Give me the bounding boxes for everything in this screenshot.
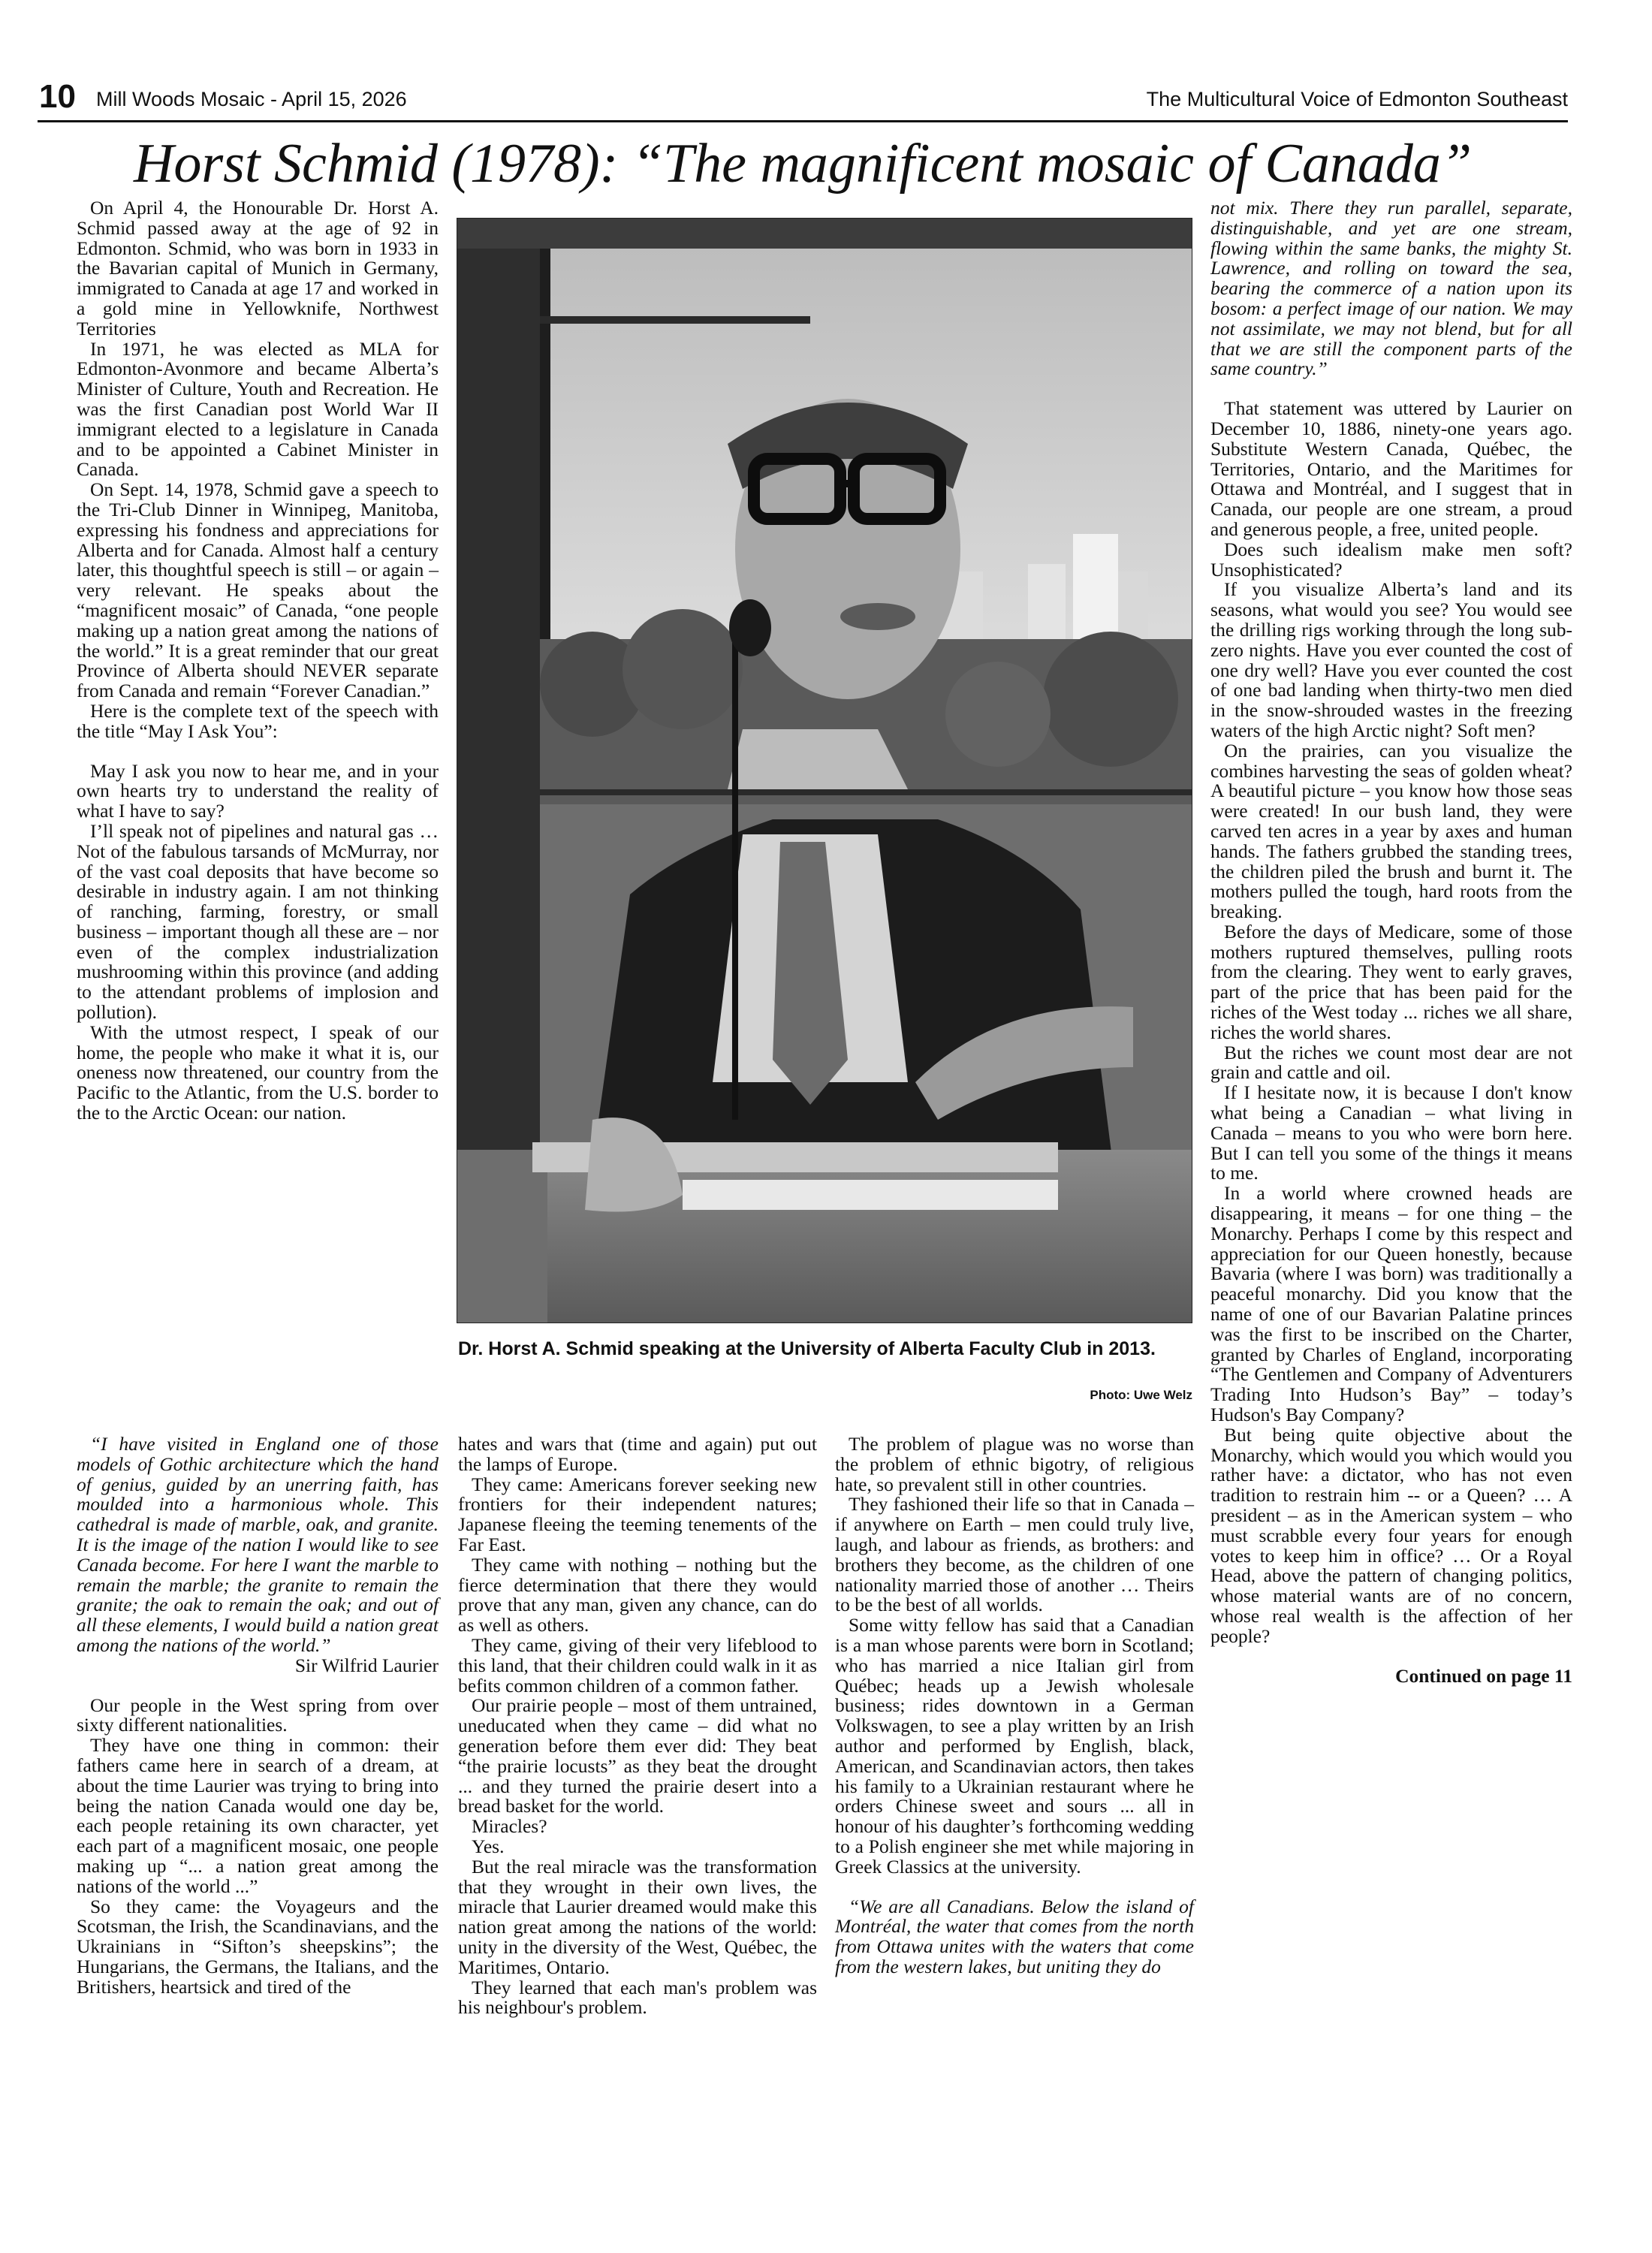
paragraph: hates and wars that (time and again) put out the lamps of Europe.	[458, 1433, 817, 1475]
paragraph: If I hesitate now, it is because I don't know what being a Canadian – what living in Canada – means to you who were born here. But I can tell you some of the things it means to me.	[1210, 1081, 1572, 1184]
paragraph: On Sept. 14, 1978, Schmid gave a speech to the Tri-Club Dinner in Winnipeg, Manitoba, expressing his fondness and appreciations for Alberta and for Canada. Almost half a century later, this thoughtful speech is still – or again – very relevant. He speaks about the “magnificent mosaic” of Canada, “one people making up a nation great among the nations of the world.” It is a great reminder that our great Province of Alberta should NEVER separate from Canada and remain “Forever Canadian.”	[77, 478, 439, 702]
paragraph: If you visualize Alberta’s land and its seasons, what would you see? You would see the drilling rigs working through the long sub-zero nights. Have you ever counted the cost of one dry well? Have you ever counted the cost of one bad landing when thirty-two men died in the snow-shrouded wastes in the freezing waters of the high Arctic night? Soft men?	[1210, 578, 1572, 741]
paragraph: Does such idealism make men soft? Unsophisticated?	[1210, 538, 1572, 581]
paragraph: They learned that each man's problem was his neighbour's problem.	[458, 1976, 817, 2019]
publication-dateline: Mill Woods Mosaic - April 15, 2026	[96, 88, 407, 110]
article-column-3	[835, 1434, 1194, 1977]
paragraph: On April 4, the Honourable Dr. Horst A. Schmid passed away at the age of 92 in Edmonton. Schmid, who was born in 1933 in the Bavarian capital of Munich in Germany, immigrated to Canada at age 17 and worked in a gold mine in Yellowknife, Northwest Territories	[77, 197, 439, 339]
photo-caption: Dr. Horst A. Schmid speaking at the University of Alberta Faculty Club in 2013.	[458, 1338, 1156, 1359]
continued-on-page-link[interactable]: Continued on page 11	[1395, 1664, 1572, 1687]
laurier-quote-2: “We are all Canadians. Below the island of Montréal, the water that comes from the north from Ottawa unites with the waters that come from the western lakes, but uniting they do	[835, 1895, 1194, 1977]
paragraph: With the utmost respect, I speak of our home, the people who make it what it is, our oneness now threatened, our country from the Pacific to the Atlantic, from the U.S. border to the to the Arctic Ocean: our nation.	[77, 1021, 439, 1124]
paragraph: Some witty fellow has said that a Canadian is a man whose parents were born in Scotland; who has married a nice Italian girl from Québec; heads up a Jewish wholesale business; rides downtown in a German Volkswagen, to see a play written by an Irish author and performed by English, black, American, and Scandinavian actors, then takes his family to a Ukrainian restaurant where he orders Chinese sweet and sours ... all in honour of his daughter’s forthcoming wedding to a Polish engineer she met while majoring in Greek Classics at the university.	[835, 1614, 1194, 1878]
page-number: 10	[39, 78, 76, 115]
paragraph: They have one thing in common: their fathers came here in search of a dream, at about the time Laurier was trying to bring into being the nation Canada would one day be, each people retaining its own character, yet each part of a magnificent mosaic, one people making up “... a nation great among the nations of the world ...”	[77, 1734, 439, 1897]
paragraph: On the prairies, can you visualize the combines harvesting the seas of golden wheat? A beautiful picture – you know how those seas were created! In our bush land, they were carved ten acres in a year by axes and human hands. The fathers grubbed the standing trees, the children piled the brush and burnt it. The mothers pulled the tough, hard roots from the breaking.	[1210, 739, 1572, 923]
paragraph: But the riches we count most dear are not grain and cattle and oil.	[1210, 1041, 1572, 1084]
article-column-1-top	[77, 198, 439, 1123]
paragraph: In 1971, he was elected as MLA for Edmonton-Avonmore and became Alberta’s Minister of Culture, Youth and Recreation. He was the first Canadian post World War II immigrant elected to a legislature in Canada and to be appointed a Cabinet Minister in Canada.	[77, 337, 439, 481]
paragraph: That statement was uttered by Laurier on December 10, 1886, ninety-one years ago. Substitute Western Canada, Québec, the Territories, Ontario, and the Maritimes for Ottawa and Montréal, and I suggest that in Canada, our people are one stream, a proud and generous people, a free, united people.	[1210, 397, 1572, 540]
paragraph: I’ll speak not of pipelines and natural gas … Not of the fabulous tarsands of McMurray, nor of the vast coal deposits that have become so desirable in industry again. I am not thinking of ranching, farming, forestry, or small business – important though all these are – nor even of the complex industrialization mushrooming within this province (and adding to the attendant problems of implosion and pollution).	[77, 819, 439, 1024]
article-headline: Horst Schmid (1978): “The magnificent mosaic of Canada”	[133, 133, 1473, 195]
paragraph: Yes.	[472, 1835, 505, 1857]
photo-credit: Photo: Uwe Welz	[1090, 1388, 1192, 1402]
paragraph: Our people in the West spring from over sixty different nationalities.	[77, 1694, 439, 1736]
speaker-photo-illustration	[457, 219, 1192, 1323]
paragraph: But being quite objective about the Monarchy, which would you which would you rather have: a dictator, who has not even tradition to restrain him -- or a Queen? … A president – as in the American system – who must scrabble every four years for enough votes to keep him in office? … Or a Royal Head, above the pattern of changing politics, whose material wants are of no concern, whose real wealth is the affection of her people?	[1210, 1423, 1572, 1647]
paragraph: They came, giving of their very lifeblood to this land, that their children could walk in it as befits common children of a common father.	[458, 1633, 817, 1697]
paragraph: But the real miracle was the transformation that they wrought in their own lives, the miracle that Laurier dreamed would make this nation great among the nations of the world: unity in the diversity of the West, Québec, the Maritimes, Ontario.	[458, 1855, 817, 1978]
laurier-quote: “I have visited in England one of those models of Gothic architecture which the hand of genius, guided by an unerring faith, has moulded into a harmonious whole. This cathedral is made of marble, oak, and granite. It is the image of the nation I would like to see Canada become. For here I want the marble to remain the marble; the granite to remain the granite; the oak to remain the oak; and out of all these elements, I would build a nation great among the nations of the world.”	[77, 1433, 439, 1656]
article-photo	[457, 218, 1192, 1323]
paragraph: Here is the complete text of the speech with the title “May I Ask You”:	[77, 699, 439, 742]
paragraph: They came with nothing – nothing but the fierce determination that there they would prove that any man, given any chance, can do as well as others.	[458, 1553, 817, 1636]
article-column-2	[458, 1434, 817, 2018]
laurier-quote-2-continued: not mix. There they run parallel, separate, distinguishable, and yet are one stream, flowing within the same banks, the mighty St. Lawrence, and rolling on toward the sea, bearing the commerce of a nation upon its bosom: a perfect image of our nation. We may not assimilate, we may not blend, but for all that we are still the component parts of the same country.”	[1210, 197, 1572, 380]
paragraph: Before the days of Medicare, some of those mothers ruptured themselves, pulling roots from the clearing. They went to early graves, part of the price that has been paid for the riches of the West today ... riches we all share, riches the world shares.	[1210, 920, 1572, 1043]
paragraph: In a world where crowned heads are disappearing, it means – for one thing – the Monarchy. Perhaps I come by this respect and appreciation for our Queen honestly, because Bavaria (where I was born) was traditionally a peaceful monarchy. Did you know that the name of one of our Bavarian Palatine princes was the first to be inscribed on the Charter, granted by Charles of England, incorporating “The Gentlemen and Company of Adventurers Trading Into Hudson’s Bay” – today’s Hudson's Bay Company?	[1210, 1182, 1572, 1426]
paragraph: Miracles?	[472, 1815, 547, 1838]
paragraph: So they came: the Voyageurs and the Scotsman, the Irish, the Scandinavians, and the Ukrainians in “Sifton’s sheepskins”; the Hungarians, the Germans, the Italians, and the Britishers, heartsick and tired of the	[77, 1895, 439, 1998]
quote-attribution: Sir Wilfrid Laurier	[294, 1654, 439, 1676]
paragraph: They came: Americans forever seeking new frontiers for their independent natures; Japanese fleeing the teeming tenements of the Far East.	[458, 1473, 817, 1555]
paragraph: The problem of plague was no worse than the problem of ethnic bigotry, of religious hate, so prevalent still in other countries.	[835, 1433, 1194, 1495]
paragraph: May I ask you now to hear me, and in your own hearts try to understand the reality of what I have to say?	[77, 759, 439, 822]
article-column-1-bottom	[77, 1434, 439, 1998]
article-column-4	[1210, 198, 1572, 1686]
paragraph: Our prairie people – most of them untrained, uneducated when they came – did what no generation before them ever did: They beat “the prairie locusts” as they beat the drought ... and they turned the prairie desert into a bread basket for the world.	[458, 1694, 817, 1817]
header-rule	[38, 120, 1568, 122]
page-header	[38, 78, 1568, 116]
paragraph: They fashioned their life so that in Canada – if anywhere on Earth – men could truly live, laugh, and labour as friends, as brothers: and brothers they become, as the children of one nationality married those of another … Theirs to be the best of all worlds.	[835, 1493, 1194, 1616]
publication-tagline: The Multicultural Voice of Edmonton Southeast	[1146, 88, 1568, 110]
